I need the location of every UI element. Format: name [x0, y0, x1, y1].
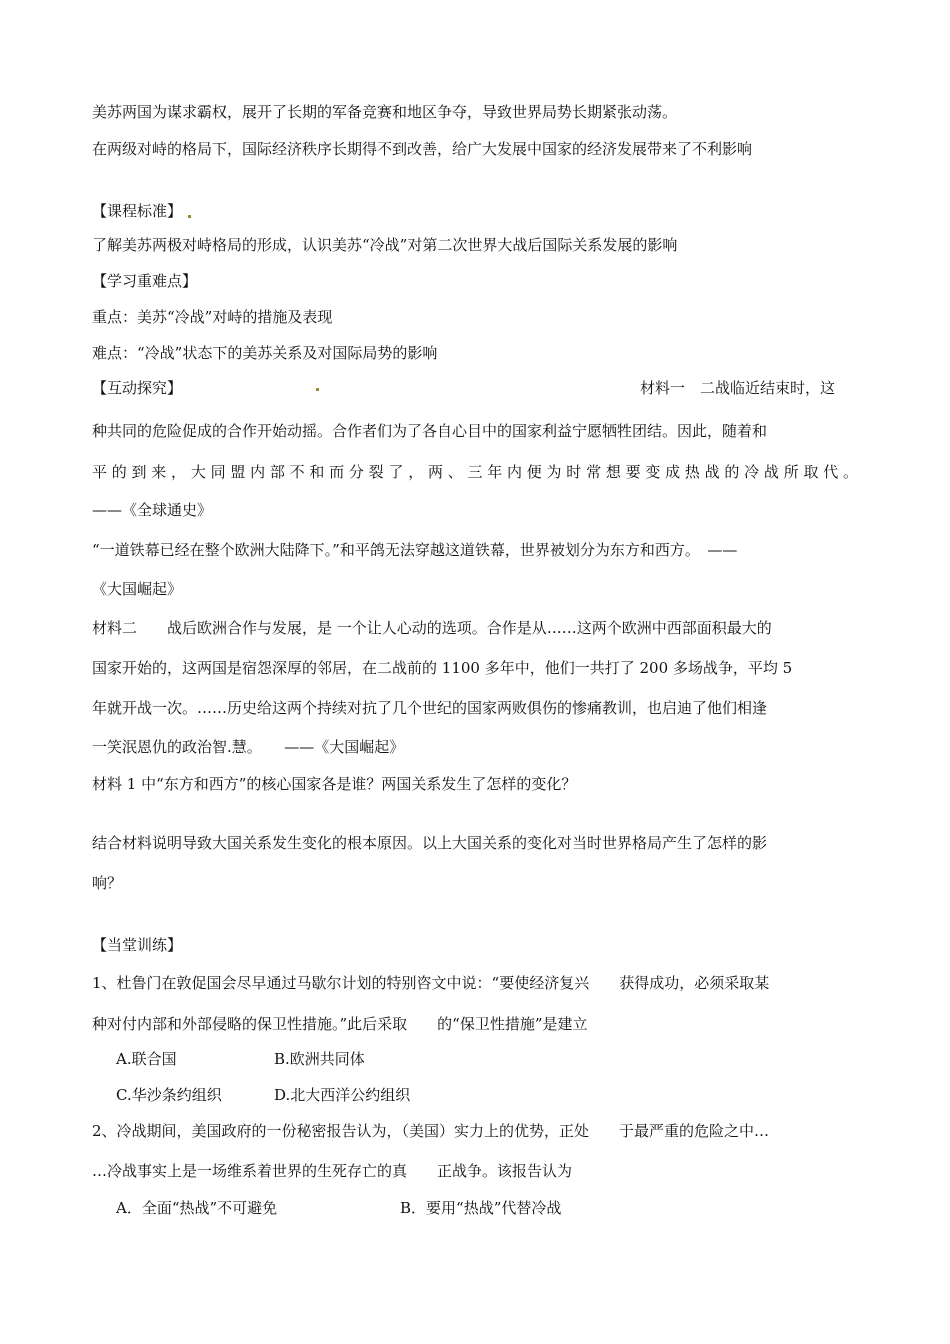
- material1-line-2: 种共同的危险促成的合作开始动摇。合作者们为了各自心目中的国家利益宁愿牺牲团结。因此，随着和: [92, 422, 768, 440]
- material1-source: ——《全球通史》: [92, 501, 213, 519]
- q1-option-b: B.欧洲共同体: [274, 1050, 365, 1068]
- q1-option-d: D.北大西洋公约组织: [274, 1086, 411, 1104]
- standard-text: 了解美苏两极对峙格局的形成，认识美苏“冷战”对第二次世界大战后国际关系发展的影响: [92, 236, 678, 254]
- inquiry-heading: 【互动探究】: [92, 379, 183, 397]
- material1-start: 材料一 二战临近结束时，这: [640, 379, 836, 397]
- material2-line-1: 材料二 战后欧洲合作与发展，是 一个让人心动的选项。合作是从……这两个欧洲中西部面积最大的: [92, 619, 772, 637]
- material1-line-3: 平的到来，大同盟内部不和而分裂了，两、三年内便为时常想要变成热战的冷战所取代。: [92, 463, 858, 481]
- quote-source: 《大国崛起》: [92, 580, 183, 598]
- material2-line-4: 一笑泯恩仇的政治智.慧。 ——《大国崛起》: [92, 738, 405, 756]
- key-points-heading: 【学习重难点】: [92, 272, 198, 290]
- question-2-line-1: 结合材料说明导致大国关系发生变化的根本原因。以上大国关系的变化对当时世界格局产生了怎样的影: [92, 834, 768, 852]
- iron-curtain-quote: “一道铁幕已经在整个欧洲大陆降下。”和平鸽无法穿越这道铁幕，世界被划分为东方和西方。 ——: [92, 541, 738, 559]
- intro-line-1: 美苏两国为谋求霸权，展开了长期的军备竞赛和地区争夺，导致世界局势长期紧张动荡。: [92, 103, 678, 121]
- practice-q1-line-2: 种对付内部和外部侵略的保卫性措施。”此后采取 的“保卫性措施”是建立: [92, 1015, 588, 1033]
- practice-q2-line-2: …冷战事实上是一场维系着世界的生死存亡的真 正战争。该报告认为: [92, 1162, 573, 1180]
- difficulty-text: 难点：“冷战”状态下的美苏关系及对国际局势的影响: [92, 344, 438, 362]
- practice-heading: 【当堂训练】: [92, 936, 183, 954]
- q1-option-a: A.联合国: [116, 1050, 177, 1068]
- standard-heading: 【课程标准】: [92, 202, 183, 220]
- material2-line-2: 国家开始的，这两国是宿怨深厚的邻居，在二战前的 1100 多年中，他们一共打了 200 多场战争，平均 5: [92, 659, 793, 677]
- practice-q1-line-1: 1、杜鲁门在敦促国会尽早通过马歇尔计划的特别咨文中说：“要使经济复兴 获得成功，必须采取某: [92, 974, 770, 992]
- focus-text: 重点：美苏“冷战”对峙的措施及表现: [92, 308, 333, 326]
- q2-option-b: B．要用“热战”代替冷战: [400, 1199, 562, 1217]
- q1-option-c: C.华沙条约组织: [116, 1086, 222, 1104]
- standard-heading-row: [92, 201, 191, 221]
- material2-line-3: 年就开战一次。……历史给这两个持续对抗了几个世纪的国家两败俱伤的惨痛教训，也启迪了他们相逢: [92, 699, 768, 717]
- intro-line-2: 在两级对峙的格局下，国际经济秩序长期得不到改善，给广大发展中国家的经济发展带来了不利影响: [92, 140, 753, 158]
- question-2-line-2: 响？: [92, 874, 123, 892]
- dot-mark: [316, 388, 319, 391]
- dot-mark: [188, 215, 191, 218]
- question-1: 材料 1 中“东方和西方”的核心国家各是谁？两国关系发生了怎样的变化？: [92, 775, 577, 793]
- q2-option-a: A．全面“热战”不可避免: [116, 1199, 278, 1217]
- practice-q2-line-1: 2、冷战期间，美国政府的一份秘密报告认为，（美国）实力上的优势，正处 于最严重的危险之中…: [92, 1122, 770, 1140]
